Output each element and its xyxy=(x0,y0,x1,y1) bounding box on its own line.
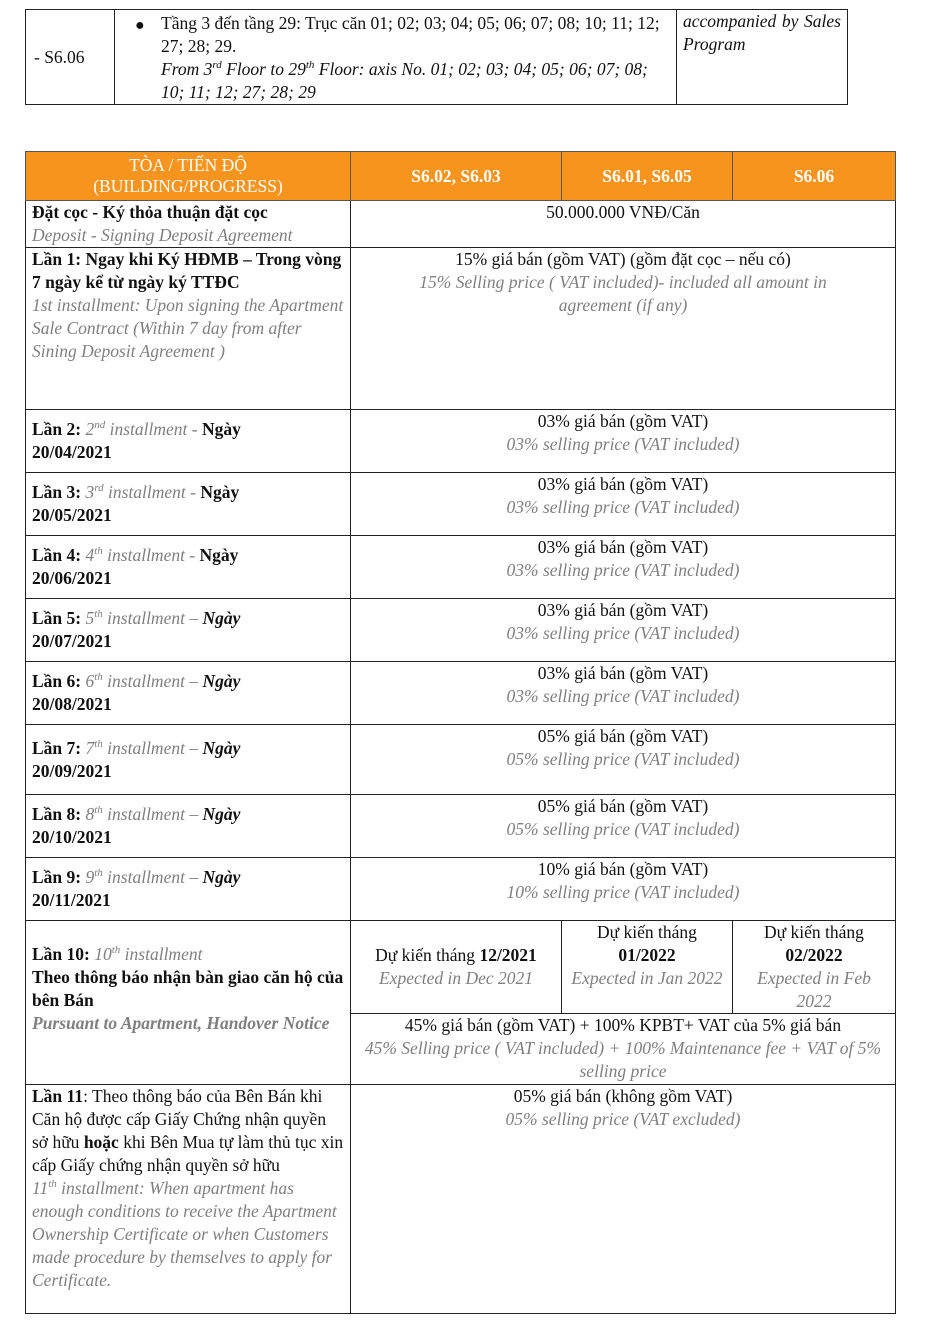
installment-1-value: 15% giá bán (gồm VAT) (gồm đặt cọc – nếu có) 15% Selling price ( VAT included)- included all amount in agreement (if any) xyxy=(351,248,896,410)
floor-axis-en: From 3rd Floor to 29th Floor: axis No. 01; 02; 03; 04; 05; 06; 07; 08; 10; 11; 12; 27; 28; 29 xyxy=(161,59,648,102)
installment-row xyxy=(26,599,896,662)
installment-value: 03% giá bán (gồm VAT) 03% selling price (VAT included) xyxy=(351,599,896,662)
installment-row xyxy=(26,795,896,858)
unit-floor-table xyxy=(25,9,848,105)
installment-value: 05% giá bán (gồm VAT) 05% selling price (VAT included) xyxy=(351,725,896,795)
floor-axis-vn: Tầng 3 đến tầng 29: Trục căn 01; 02; 03; 04; 05; 06; 07; 08; 10; 11; 12; 27; 28; 29. xyxy=(161,13,660,56)
installment-value: 03% giá bán (gồm VAT) 03% selling price (VAT included) xyxy=(351,410,896,473)
installment-label: Lần 6: 6th installment – Ngày 20/08/2021 xyxy=(26,662,351,725)
bullet-icon: ● xyxy=(135,17,145,34)
installment-value: 10% giá bán (gồm VAT) 10% selling price (VAT included) xyxy=(351,858,896,921)
installment-label: Lần 5: 5th installment – Ngày 20/07/2021 xyxy=(26,599,351,662)
installment-value: 05% giá bán (gồm VAT) 05% selling price (VAT included) xyxy=(351,795,896,858)
deposit-value: 50.000.000 VNĐ/Căn xyxy=(351,201,896,248)
deposit-row xyxy=(26,201,896,248)
installment-label: Lần 3: 3rd installment - Ngày 20/05/2021 xyxy=(26,473,351,536)
installment-value: 03% giá bán (gồm VAT) 03% selling price (VAT included) xyxy=(351,473,896,536)
sales-program-note: accompanied by Sales Program xyxy=(677,10,848,105)
installment-row xyxy=(26,725,896,795)
installment-10-value: 45% giá bán (gồm VAT) + 100% KPBT+ VAT của 5% giá bán 45% Selling price ( VAT included) + 100% Maintenance fee + VAT of 5% selling price xyxy=(351,1014,896,1085)
installment-label: Lần 8: 8th installment – Ngày 20/10/2021 xyxy=(26,795,351,858)
installment-1-label: Lần 1: Ngay khi Ký HĐMB – Trong vòng 7 ngày kể từ ngày ký TTĐC 1st installment: Upon signing the Apartment Sale Contract (Within 7 day from after Sining Deposit Agreement ) xyxy=(26,248,351,410)
installment-row xyxy=(26,410,896,473)
installment-row xyxy=(26,536,896,599)
floor-axis-cell xyxy=(115,10,677,105)
header-row xyxy=(26,152,896,201)
installment-1-row xyxy=(26,248,896,410)
installment-11-value: 05% giá bán (không gồm VAT) 05% selling price (VAT excluded) xyxy=(351,1085,896,1314)
handover-s606: Dự kiến tháng 02/2022 Expected in Feb 2022 xyxy=(733,921,896,1014)
header-col-s606: S6.06 xyxy=(733,152,896,201)
deposit-label: Đặt cọc - Ký thỏa thuận đặt cọc Deposit - Signing Deposit Agreement xyxy=(26,201,351,248)
installment-label: Lần 4: 4th installment - Ngày 20/06/2021 xyxy=(26,536,351,599)
handover-s601-s605: Dự kiến tháng 01/2022 Expected in Jan 2022 xyxy=(562,921,733,1014)
header-building: TÒA / TIẾN ĐỘ (BUILDING/PROGRESS) xyxy=(26,152,351,201)
header-col-s602-s603: S6.02, S6.03 xyxy=(351,152,562,201)
unit-code: - S6.06 xyxy=(26,10,115,105)
installment-label: Lần 9: 9th installment – Ngày 20/11/2021 xyxy=(26,858,351,921)
installment-row xyxy=(26,473,896,536)
installment-11-row xyxy=(26,1085,896,1314)
installment-value: 03% giá bán (gồm VAT) 03% selling price (VAT included) xyxy=(351,662,896,725)
installment-11-label: Lần 11: Theo thông báo của Bên Bán khi Căn hộ được cấp Giấy Chứng nhận quyền sở hữu hoặc khi Bên Mua tự làm thủ tục xin cấp Giấy chứng nhận quyền sở hữu 11th installment: When apartment has enough conditions to receive the Apartment Ownership Certificate or when Customers made procedure by themselves to apply for Certificate. xyxy=(26,1085,351,1314)
installment-row xyxy=(26,858,896,921)
installment-10-label: Lần 10: 10th installment Theo thông báo nhận bàn giao căn hộ của bên Bán Pursuant to Apartment, Handover Notice xyxy=(26,921,351,1085)
header-col-s601-s605: S6.01, S6.05 xyxy=(562,152,733,201)
payment-schedule-table xyxy=(25,151,896,1314)
installment-label: Lần 7: 7th installment – Ngày 20/09/2021 xyxy=(26,725,351,795)
installment-value: 03% giá bán (gồm VAT) 03% selling price (VAT included) xyxy=(351,536,896,599)
installment-label: Lần 2: 2nd installment - Ngày 20/04/2021 xyxy=(26,410,351,473)
installment-10-row xyxy=(26,921,896,1014)
installment-row xyxy=(26,662,896,725)
handover-s602-s603: Dự kiến tháng 12/2021 Expected in Dec 2021 xyxy=(351,921,562,1014)
